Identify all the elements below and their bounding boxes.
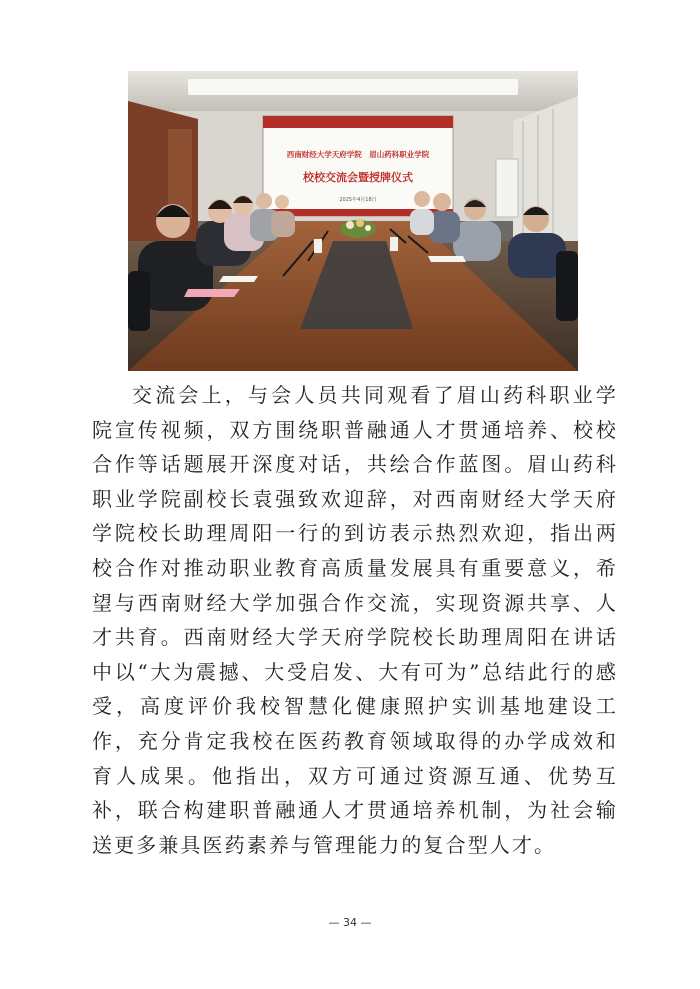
banner-line1: 西南财经大学天府学院 眉山药科职业学院 [286,150,430,159]
meeting-scene [128,71,578,371]
ceiling-light [188,79,518,95]
banner-date: 2025年4月18日 [339,197,377,203]
page-number: — 34 — [328,916,372,929]
meeting-photo [128,71,578,371]
banner-line2: 校校交流会暨授牌仪式 [303,171,413,184]
pink-folder [184,289,240,297]
air-conditioner [496,159,518,217]
body-paragraph: 交流会上，与会人员共同观看了眉山药科职业学院宣传视频，双方围绕职普融通人才贯通培养、校校合作等话题展开深度对话，共绘合作蓝图。眉山药科职业学院副校长袁强致欢迎辞，对西南财经大学天府学院校长助理周阳一行的到访表示热烈欢迎，指出两校合作对推动职业教育高质量发展具有重要意义，希望与西南财经大学加强合作交流，实现资源共享、人才共育。西南财经大学天府学院校长助理周阳在讲话中以“大为震撼、大受启发、大有可为”总结此行的感受，高度评价我校智慧化健康照护实训基地建设工作，充分肯定我校在医药教育领域取得的办学成效和育人成果。他指出，双方可通过资源互通、优势互补，联合构建职普融通人才贯通培养机制，为社会输送更多兼具医药素养与管理能力的复合型人才。 [92,383,618,857]
